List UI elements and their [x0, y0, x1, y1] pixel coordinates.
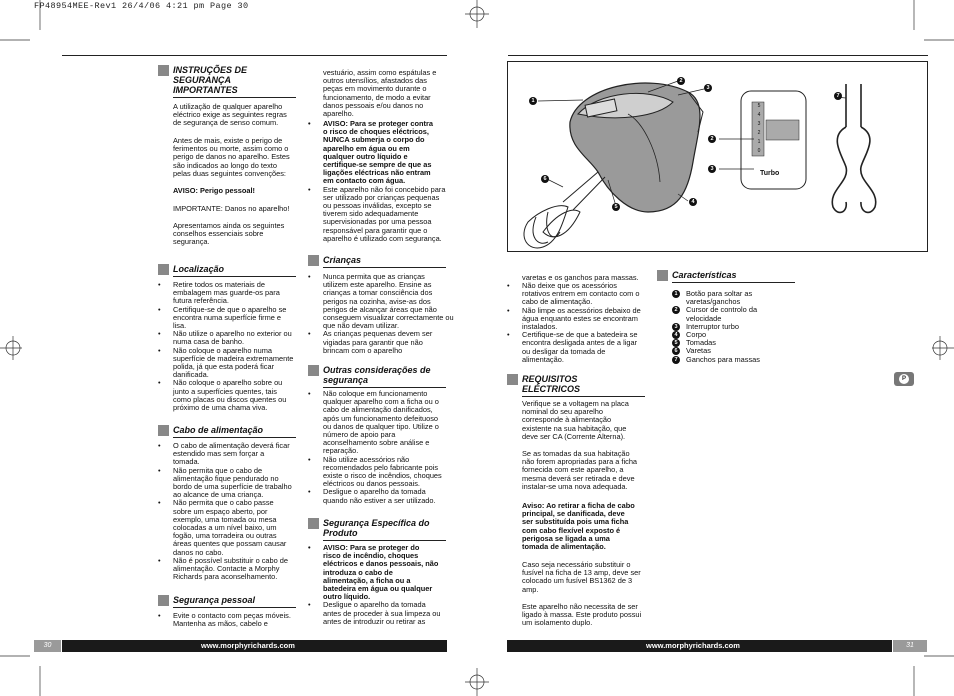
heading-requisitos	[522, 374, 647, 394]
page-number-left: 30	[34, 640, 61, 652]
heading-square	[158, 264, 169, 275]
heading-produto	[323, 518, 448, 538]
heading-text: Crianças	[323, 255, 362, 265]
feature-number: 2	[672, 306, 680, 314]
heading-square	[158, 65, 169, 76]
feature-text: Cursor de controlo da	[686, 305, 758, 315]
list-item: • O cabo de alimentação deverá ficar estendido mas sem forçar a tomada.	[158, 442, 292, 467]
features-list	[672, 290, 760, 364]
requisitos-p1: Verifique se a voltagem na placa nominal do seu aparelho corresponde à alimentação existente na sua habitação, que deve ser CA (Corrente Alterna).	[522, 399, 629, 441]
list-item: • Não permita que o cabo de alimentação fique pendurado no bordo de uma superfície de trabalho ao alcance de uma criança.	[158, 467, 292, 500]
feature-text: Botão para soltar as	[686, 289, 753, 298]
speed-mark: 3	[757, 121, 761, 127]
list-item: • Desligue o aparelho da tomada antes de proceder à sua limpeza ou antes de introduzir ou retirar as	[308, 601, 441, 626]
heading-underline	[323, 267, 446, 268]
speed-mark: 5	[757, 103, 761, 109]
heading-text: Localização	[173, 264, 225, 274]
list-item: • Não utilize o aparelho no exterior ou numa casa de banho.	[158, 330, 293, 346]
right-col1-continued: varetas e os ganchos para massas.	[522, 273, 639, 282]
feature-text: Ganchos para massas	[686, 354, 760, 364]
list-item: • Não coloque o aparelho sobre ou junto a superfícies quentes, tais como placas ou discos quentes ou próximo de uma chama viva.	[158, 379, 293, 412]
requisitos-p2: Se as tomadas da sua habitação não forem apropriadas para a ficha fornecida com este aparelho, a mesma deverá ser retirada e deve instalar-se uma nova adequada.	[522, 449, 638, 491]
list-item: • Certifique-se de que a batedeira se encontra desligada antes de a ligar ou desligar da tomada de alimentação.	[507, 331, 641, 364]
list-item: • Retire todos os materiais de embalagem mas guarde-os para futura referência.	[158, 281, 293, 306]
heading-underline	[173, 97, 296, 98]
outras-list	[308, 390, 442, 505]
diagram-drawing	[508, 62, 929, 253]
top-rule-right	[508, 55, 928, 56]
col2-continued-paragraph: vestuário, assim como espátulas e outros utensílios, afastados das peças em movimento durante o funcionamento, de modo a evitar danos pessoais e/ou danos no aparelho.	[323, 68, 437, 119]
heading-underline	[522, 396, 645, 397]
heading-underline	[173, 437, 296, 438]
list-item: • Não limpe os acessórios debaixo de água enquanto estes se encontram instalados.	[507, 307, 641, 332]
seguranca-aviso: AVISO: Perigo pessoal!	[173, 186, 255, 195]
heading-seguranca	[173, 65, 298, 95]
requisitos-aviso: Aviso: Ao retirar a ficha de cabo principal, se danificada, deve ser substituída pois uma ficha com cabo flexível exposto é perigosa se ligada a uma tomada de alimentação.	[522, 501, 635, 552]
feature-number: 5	[672, 339, 680, 347]
cabo-list	[158, 442, 292, 581]
language-tab	[894, 372, 914, 386]
heading-text: Características	[672, 270, 737, 280]
callout-2-panel: 2	[708, 135, 716, 143]
heading-cabo	[173, 425, 298, 435]
footer-url-right[interactable]: www.morphyrichards.com	[646, 641, 740, 650]
heading-text: REQUISITOS ELÉCTRICOS	[522, 374, 581, 394]
list-item: • Não permita que o cabo passe sobre um espaço aberto, por exemplo, uma tomada ou mesa colocadas a um nível baixo, um fogão, uma torradeira ou outras áreas quentes que possam causar danos no cabo.	[158, 499, 292, 556]
callout-3: 3	[704, 84, 712, 92]
speed-mark: 2	[757, 130, 761, 136]
product-diagram	[507, 61, 928, 252]
list-item: • AVISO: Para se proteger contra o risco de choques eléctricos, NUNCA submerja o corpo do aparelho em água ou em qualquer outro líquido e certifique-se sempre de que as ligações eléctricas não entram em contacto com água.	[308, 120, 445, 186]
feature-text: Corpo	[686, 329, 707, 339]
feature-text: Interruptor turbo	[686, 321, 739, 331]
right-col1-list	[507, 282, 641, 364]
produto-list	[308, 544, 441, 626]
heading-outras	[323, 365, 448, 385]
pessoal-list	[158, 612, 291, 628]
list-item: • Não deixe que os acessórios rotativos entrem em contacto com o cabo de alimentação.	[507, 282, 641, 307]
seguranca-p1: A utilização de qualquer aparelho eléctrico exige as seguintes regras de segurança de senso comum.	[173, 102, 287, 128]
criancas-list	[308, 273, 454, 355]
heading-underline	[323, 387, 446, 388]
list-item: • Não coloque o aparelho numa superfície de madeira extremamente polida, já que esta poderá ficar danificada.	[158, 347, 293, 380]
callout-4: 4	[689, 198, 697, 206]
feature-number: 6	[672, 347, 680, 355]
feature-item	[672, 356, 760, 364]
list-item: • Não utilize acessórios não recomendados pelo fabricante pois existe o risco de incêndios, choques eléctricos ou danos pessoais.	[308, 456, 442, 489]
turbo-label: Turbo	[760, 170, 780, 177]
list-item: • Este aparelho não foi concebido para ser utilizado por crianças pequenas ou pessoas inválidas, excepto se tiverem sido adequadamente supervisionadas por uma pessoa responsável para garantir que o aparelho é utilizado com segurança.	[308, 186, 445, 243]
heading-text: Cabo de alimentação	[173, 425, 264, 435]
beaters	[524, 172, 605, 248]
heading-square	[657, 270, 668, 281]
seguranca-importante: IMPORTANTE: Danos no aparelho!	[173, 204, 290, 213]
feature-number: 4	[672, 331, 680, 339]
seguranca-p3: Apresentamos ainda os seguintes conselhos essenciais sobre segurança.	[173, 221, 285, 247]
heading-square	[158, 425, 169, 436]
feature-text: velocidade	[686, 313, 722, 323]
heading-square	[158, 595, 169, 606]
requisitos-p4: Este aparelho não necessita de ser ligado à massa. Este produto possui um isolamento duplo.	[522, 602, 642, 628]
page-number-right: 31	[893, 640, 927, 652]
callout-5: 5	[612, 203, 620, 211]
callout-6: 6	[541, 175, 549, 183]
feature-text: varetas/ganchos	[686, 297, 741, 307]
seguranca-p2: Antes de mais, existe o perigo de ferimentos ou morte, assim como o perigo de danos no aparelho. Estes são indicados ao longo do texto pelas duas seguintes convenções:	[173, 136, 290, 178]
feature-text: Varetas	[686, 346, 711, 356]
speed-mark: 0	[757, 148, 761, 154]
callout-3-panel: 3	[708, 165, 716, 173]
heading-underline	[173, 607, 296, 608]
footer-url-left[interactable]: www.morphyrichards.com	[201, 641, 295, 650]
list-item: • As crianças pequenas devem ser vigiadas para garantir que não brincam com o aparelho	[308, 330, 454, 355]
feature-number: 3	[672, 323, 680, 331]
heading-square	[308, 255, 319, 266]
feature-text: Tomadas	[686, 338, 716, 348]
localizacao-list	[158, 281, 293, 412]
heading-square	[308, 365, 319, 376]
heading-underline	[173, 276, 296, 277]
heading-underline	[672, 282, 795, 283]
list-item: • Não coloque em funcionamento qualquer aparelho com a ficha ou o cabo de alimentação danificados, após um funcionamento defeituoso ou danos de qualquer tipo. Utilize o número de apoio para aconselhamento sobre análise e reparação.	[308, 390, 442, 456]
callout-1: 1	[529, 97, 537, 105]
heading-square	[308, 518, 319, 529]
speed-mark: 1	[757, 139, 761, 145]
list-item: • AVISO: Para se proteger do risco de incêndio, choques eléctricos e danos pessoais, não introduza o cabo de alimentação, a ficha ou a batedeira em água ou qualquer outro líquido.	[308, 544, 441, 601]
heading-text: Segurança pessoal	[173, 595, 256, 605]
list-item: • Desligue o aparelho da tomada quando não estiver a ser utilizado.	[308, 488, 442, 504]
list-item: • Não é possível substituir o cabo de alimentação. Contacte a Morphy Richards para aconselhamento.	[158, 557, 292, 582]
callout-7: 7	[834, 92, 842, 100]
top-rule-left	[62, 55, 447, 56]
callout-2: 2	[677, 77, 685, 85]
language-tab-letter: P	[899, 374, 909, 384]
heading-caracteristicas	[672, 270, 797, 280]
speed-marks	[754, 102, 764, 156]
heading-text: Outras considerações de segurança	[323, 365, 431, 385]
list-item: • Certifique-se de que o aparelho se encontra numa superfície firme e lisa.	[158, 306, 293, 331]
requisitos-p3: Caso seja necessário substituir o fusível na ficha de 13 amp, deve ser colocado um fusível BS1362 de 3 amp.	[522, 560, 641, 594]
heading-criancas	[323, 255, 448, 265]
heading-text: INSTRUÇÕES DE SEGURANÇA IMPORTANTES	[173, 65, 248, 95]
heading-underline	[323, 540, 446, 541]
dough-hooks	[832, 84, 875, 212]
heading-text: Segurança Específica do Produto	[323, 518, 430, 538]
heading-square	[507, 374, 518, 385]
print-slug: FP48954MEE-Rev1 26/4/06 4:21 pm Page 30	[34, 1, 249, 11]
feature-number: 1	[672, 290, 680, 298]
list-item: • Evite o contacto com peças móveis. Mantenha as mãos, cabelo e	[158, 612, 291, 628]
speed-mark: 4	[757, 112, 761, 118]
list-item: • Nunca permita que as crianças utilizem este aparelho. Ensine as crianças a tomar consciência dos perigos na cozinha, avise-as dos perigos de alcançar áreas que não conseguem visualizar correctamente ou que não devam utilizar.	[308, 273, 454, 330]
heading-localizacao	[173, 264, 298, 274]
col2-list	[308, 120, 445, 243]
heading-pessoal	[173, 595, 298, 605]
feature-number: 7	[672, 356, 680, 364]
